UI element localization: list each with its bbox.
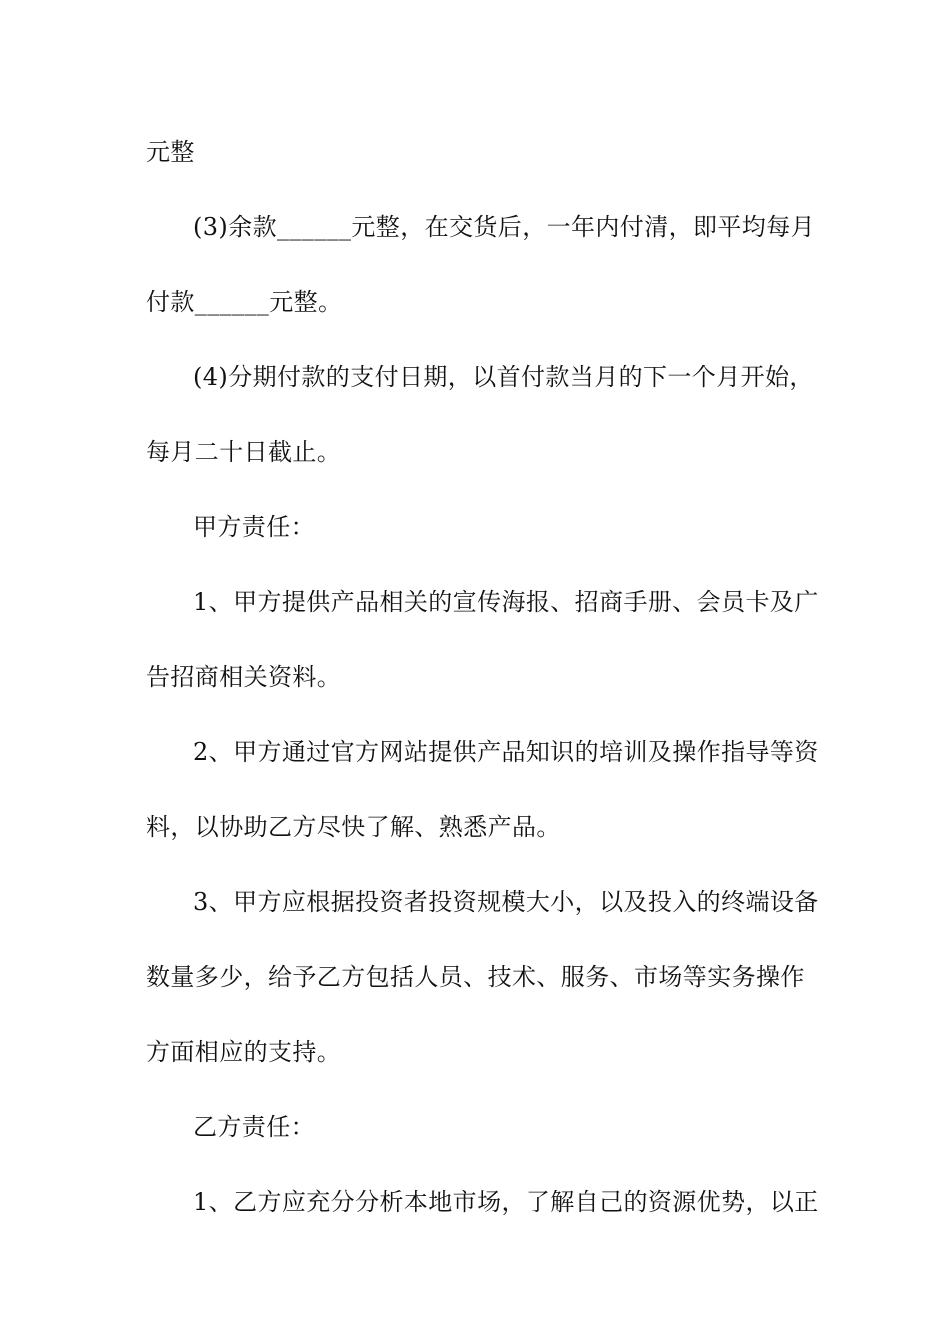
section-heading: 乙方责任：	[193, 1113, 315, 1141]
text-line: (3)余款______元整，在交货后，一年内付清，即平均每月	[193, 213, 815, 241]
text-line: 付款______元整。	[146, 288, 343, 316]
text-line: 方面相应的支持。	[146, 1038, 342, 1066]
text-line: 3、甲方应根据投资者投资规模大小，以及投入的终端设备	[193, 888, 819, 916]
text-line: (4)分期付款的支付日期，以首付款当月的下一个月开始，	[193, 363, 814, 391]
text-line: 元整	[146, 138, 195, 166]
text-line: 1、乙方应充分分析本地市场，了解自己的资源优势，以正	[193, 1188, 819, 1216]
text-line: 每月二十日截止。	[146, 438, 342, 466]
text-line: 1、甲方提供产品相关的宣传海报、招商手册、会员卡及广	[193, 588, 819, 616]
text-line: 2、甲方通过官方网站提供产品知识的培训及操作指导等资	[193, 738, 819, 766]
text-line: 数量多少，给予乙方包括人员、技术、服务、市场等实务操作	[146, 963, 805, 991]
text-line: 料，以协助乙方尽快了解、熟悉产品。	[146, 813, 561, 841]
section-heading: 甲方责任：	[193, 513, 315, 541]
text-line: 告招商相关资料。	[146, 663, 342, 691]
